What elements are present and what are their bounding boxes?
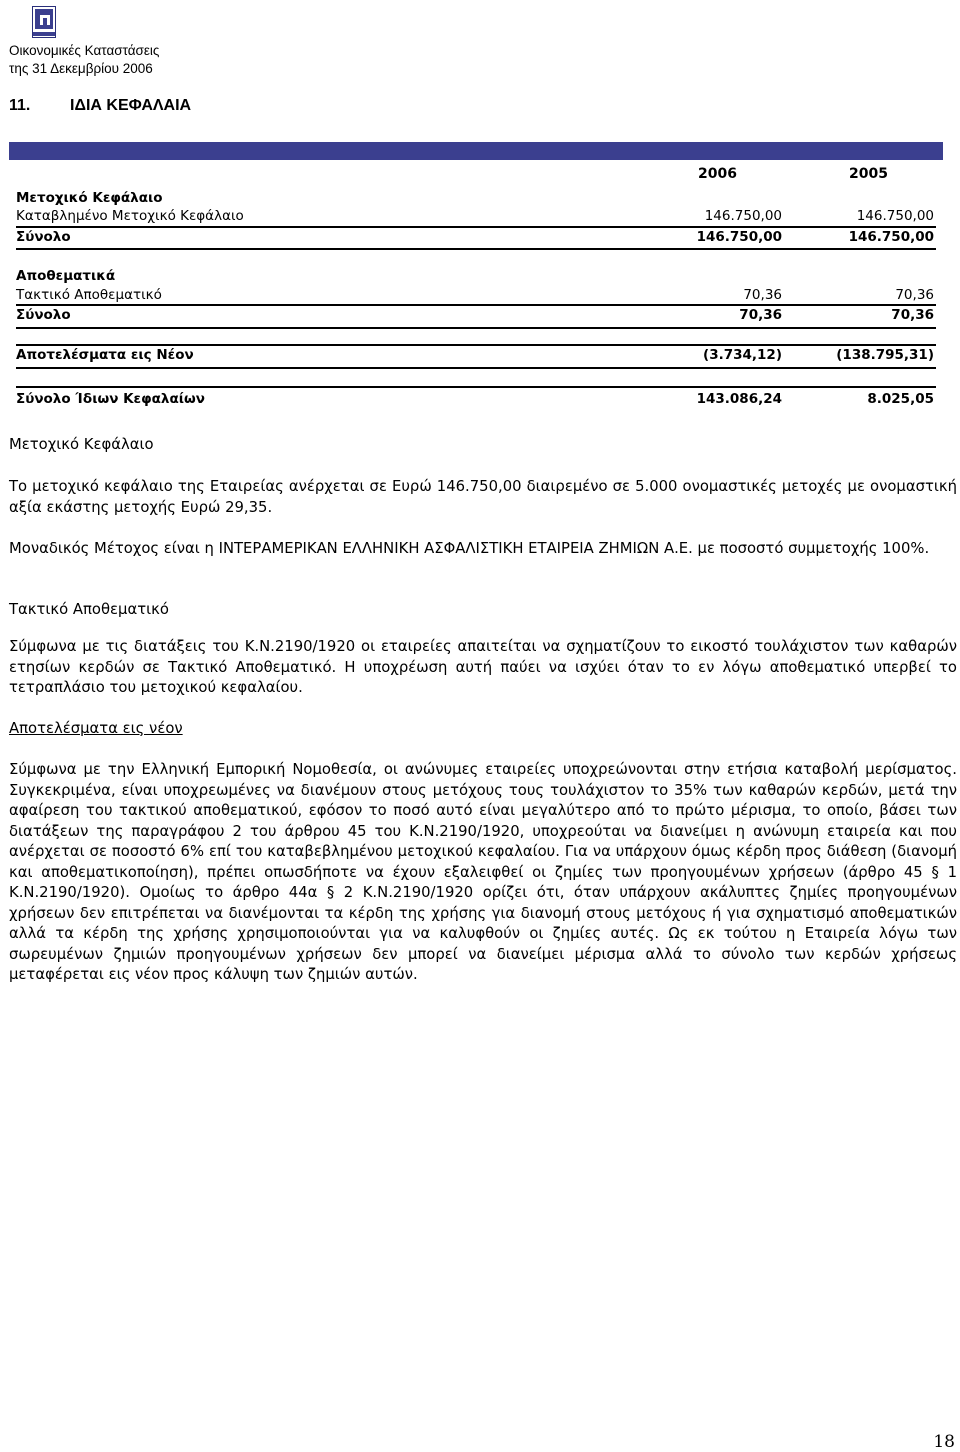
value-2006: (3.734,12) bbox=[703, 347, 782, 363]
section-heading bbox=[9, 97, 191, 115]
header-date: της 31 Δεκεμβρίου 2006 bbox=[9, 61, 153, 76]
table-row-total bbox=[16, 307, 936, 325]
section-title: ΙΔΙΑ ΚΕΦΑΛΑΙΑ bbox=[70, 97, 192, 114]
divider bbox=[16, 226, 936, 228]
value-2006: 70,36 bbox=[743, 287, 782, 303]
divider bbox=[16, 248, 936, 250]
row-label: Σύνολο bbox=[16, 307, 71, 323]
table-row bbox=[16, 287, 936, 305]
row-label: Αποτελέσματα εις Νέον bbox=[16, 347, 194, 363]
divider bbox=[16, 367, 936, 369]
value-2006: 70,36 bbox=[739, 307, 782, 323]
table-row bbox=[16, 208, 936, 226]
reserve-note-text: Σύμφωνα με τις διατάξεις του Κ.Ν.2190/1920 οι εταιρείες απαιτείται να σχηματίζουν το εικοστό τουλάχιστον των καθαρών ετησίων κερδών σε Τακτικό Αποθεματικό. Η υποχρέωση αυτή παύει να ισχύει όταν το εν λόγω αποθεματικό υπερβεί το τετραπλάσιο του μετοχικού κεφαλαίου. bbox=[9, 638, 957, 696]
value-2006: 143.086,24 bbox=[696, 391, 782, 407]
value-2005: 70,36 bbox=[891, 307, 934, 323]
company-logo bbox=[32, 6, 56, 38]
divider bbox=[16, 327, 936, 329]
share-capital-note-title: Μετοχικό Κεφάλαιο bbox=[9, 436, 154, 453]
value-2005: 70,36 bbox=[895, 287, 934, 303]
page-number: 18 bbox=[933, 1432, 955, 1452]
year-2006-header: 2006 bbox=[698, 166, 737, 182]
divider bbox=[16, 344, 936, 346]
table-row-equity-total bbox=[16, 391, 936, 409]
value-2005: 146.750,00 bbox=[848, 229, 934, 245]
divider bbox=[16, 386, 936, 388]
reserve-note-title: Τακτικό Αποθεματικό bbox=[9, 601, 169, 618]
row-label: Τακτικό Αποθεματικό bbox=[16, 287, 162, 303]
value-2005: 146.750,00 bbox=[856, 208, 934, 224]
row-label: Καταβλημένο Μετοχικό Κεφάλαιο bbox=[16, 208, 244, 224]
divider bbox=[16, 304, 936, 306]
row-label: Σύνολο bbox=[16, 229, 71, 245]
header-title: Οικονομικές Καταστάσεις bbox=[9, 43, 160, 58]
table-row-total bbox=[16, 229, 936, 247]
retained-note-title: Αποτελέσματα εις νέον bbox=[9, 720, 183, 737]
year-2005-header: 2005 bbox=[849, 166, 888, 182]
share-capital-note-text: Το μετοχικό κεφάλαιο της Εταιρείας ανέρχεται σε Ευρώ 146.750,00 διαιρεμένο σε 5.000 ονομαστικές μετοχές με ονομαστική αξία εκάστης μετοχής Ευρώ 29,35. bbox=[9, 478, 957, 516]
value-2005: (138.795,31) bbox=[836, 347, 934, 363]
row-label: Σύνολο Ίδιων Κεφαλαίων bbox=[16, 391, 205, 407]
retained-note-text: Σύμφωνα με την Ελληνική Εμπορική Νομοθεσία, οι ανώνυμες εταιρείες υποχρεώνονται στην ετήσια καταβολή μερίσματος. Συγκεκριμένα, είναι υποχρεωμένες να διανέμουν στους μετόχους τους τουλάχιστον το 35% των καθαρών κερδών, μετά την αφαίρεση του τακτικού αποθεματικού, εφόσον το ποσό αυτό είναι μεγαλύτερο από το πρώτο μέρισμα, το οποίο, βάσει των διατάξεων της παραγράφου 2 του άρθρου 45 του Κ.Ν.2190/1920, υποχρεούται να διανείμει η ανώνυμη εταιρεία και που ανέρχεται σε ποσοστό 6% επί του καταβεβλημένου μετοχικού κεφαλαίου. Για να υπάρχουν όμως κέρδη προς διάθεση (διανομή και αποθεματικοποίηση), πρέπει οπωσδήποτε να έχουν εξαλειφθεί οι ζημίες των προηγουμένων χρήσεων (άρθρο 45 § 1 Κ.Ν.2190/1920). Ομοίως το άρθρο 44α § 2 Κ.Ν.2190/1920 ορίζει ότι, όταν υπάρχουν ακάλυπτες ζημίες προηγουμένων χρήσεων δεν επιτρέπεται να διανέμονται τα κέρδη της χρήσης για διανομή στους μετόχους ή για σχηματισμό αποθεματικών αλλά τα κέρδη της χρήσης χρησιμοποιούνται για να καλυφθούν οι ζημίες αυτές. Ως εκ τούτου η Εταιρεία λόγω των σωρευμένων ζημιών προηγουμένων χρήσεων δεν μπορεί να διανείμει μέρισμα αλλά το σύνολο των κερδών χρήσεως μεταφέρεται εις νέον προς κάλυψη των ζημιών αυτών. bbox=[9, 761, 957, 983]
value-2006: 146.750,00 bbox=[704, 208, 782, 224]
reserves-heading: Αποθεματικά bbox=[16, 268, 116, 284]
value-2005: 8.025,05 bbox=[867, 391, 934, 407]
section-number: 11. bbox=[9, 97, 31, 114]
share-capital-heading: Μετοχικό Κεφάλαιο bbox=[16, 190, 163, 206]
section-bar bbox=[9, 142, 943, 160]
shareholder-note-text: Μοναδικός Μέτοχος είναι η ΙΝΤΕΡΑΜΕΡΙΚΑΝ ΕΛΛΗΝΙΚΗ ΑΣΦΑΛΙΣΤΙΚΗ ΕΤΑΙΡΕΙΑ ΖΗΜΙΩΝ Α.Ε. με ποσοστό συμμετοχής 100%. bbox=[9, 540, 930, 557]
value-2006: 146.750,00 bbox=[696, 229, 782, 245]
logo-mark-icon bbox=[40, 15, 50, 25]
table-row-retained bbox=[16, 347, 936, 365]
